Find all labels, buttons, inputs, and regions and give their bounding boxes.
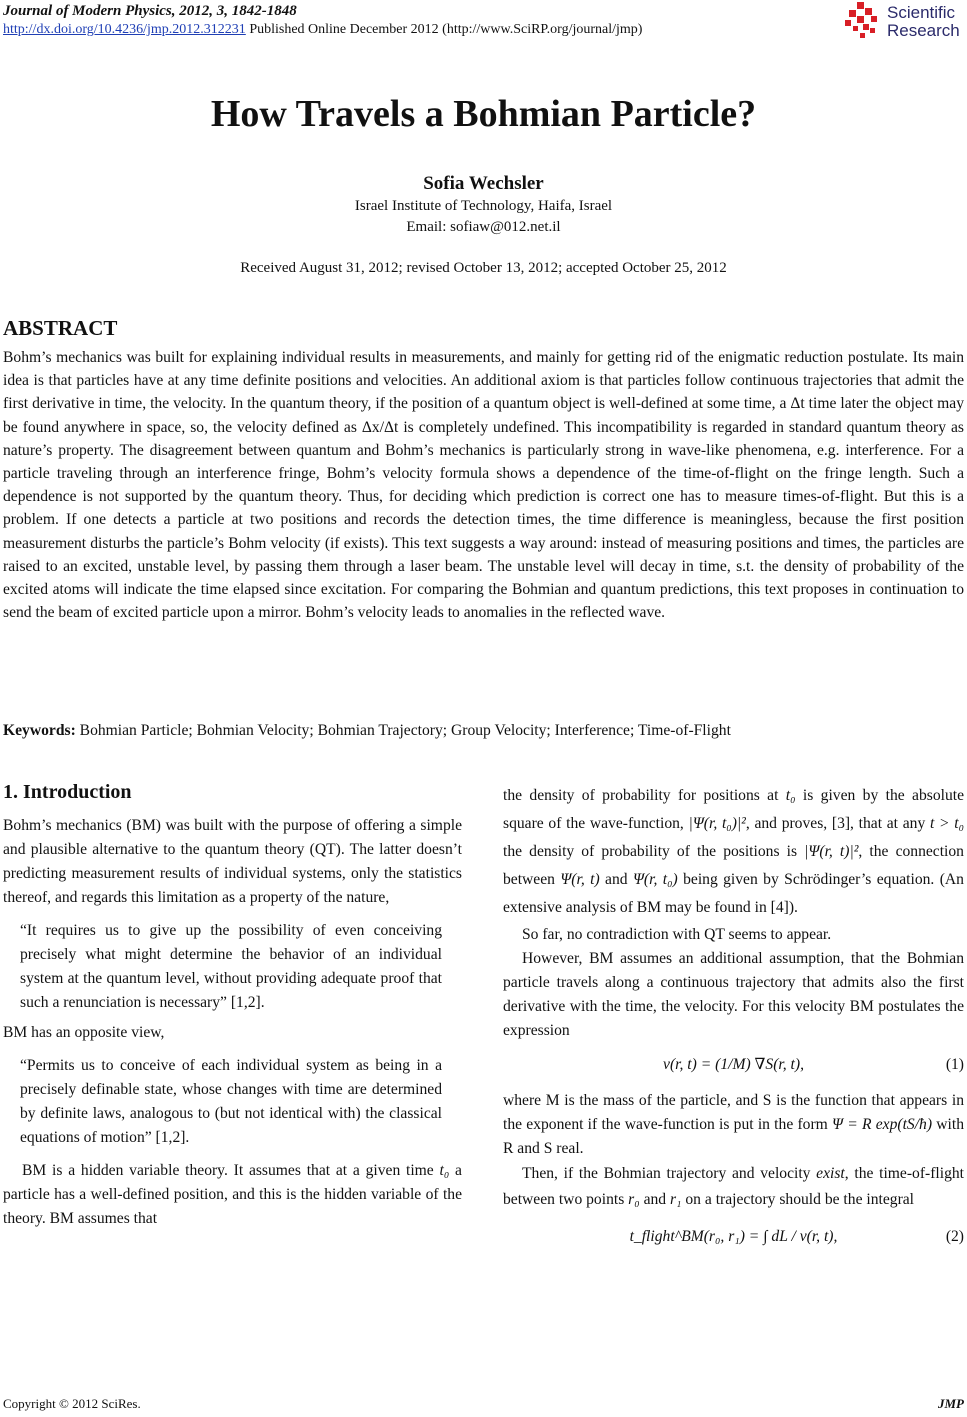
paper-title: How Travels a Bohmian Particle?	[210, 93, 757, 135]
math-psi-r-t: Ψ(r, t)	[560, 871, 600, 888]
math-psi-r-t0: Ψ(r, t₀)	[632, 871, 678, 888]
author-affiliation: Israel Institute of Technology, Haifa, Israel	[354, 198, 613, 214]
math-psi-form: Ψ = R exp(tS/ħ)	[832, 1116, 933, 1133]
equation-2-number: (2)	[945, 1228, 964, 1245]
author-name: Sofia Wechsler	[423, 173, 544, 194]
doi-link[interactable]: http://dx.doi.org/10.4236/jmp.2012.312231	[3, 22, 246, 37]
journal-citation: , 2012, 3, 1842-1848	[171, 3, 297, 19]
footer-copyright: Copyright © 2012 SciRes.	[3, 1396, 141, 1411]
abstract-text: Bohm’s mechanics was built for explaining individual results in measurements, and mainly for getting rid of the enigmatic reduction postulate. Its main idea is that particles have at any time definite positions and velocities. An additional axiom is that particles follow continuous trajectories that admit the first derivative in time, the velocity. In the quantum theory, if the position of a quantum object is well-defined at some time, a Δt time later the object may be found anywhere in space, so, the velocity defined as Δx/Δt is completely undefined. This incompatibility is regarded in standard quantum theory as nature’s property. The disagreement between quantum and Bohm’s mechanics is particularly strong in wave-like phenomena, e.g. interference. For a particle traveling through an interference fringe, Bohm’s velocity formula shows a dependence of the time-of-flight on the fringe length. Such a dependence is not supported by the quantum theory. Thus, for deciding which prediction is correct one has to measure times-of-flight. But this is a problem. If one detects a particle at two positions and records the detection times, the time difference is meaningless, because the first position measurement disturbs the particle’s Bohm velocity (if exists). This text suggests a way around: instead of measuring positions and times, the particles are raised to an excited, unstable level, by passing them through a laser beam. The unstable level will decay in time, s.t. the density of probability of the excited atoms will indicate the time elapsed since excitation. For comparing the Bohmian and quantum predictions, this text proposes in continuation to send the beam of excited particle upon a mirror. Bohm’s velocity leads to anomalies in the reflected wave.	[3, 349, 964, 622]
equation-2	[503, 1225, 964, 1249]
equation-1-number: (1)	[945, 1056, 964, 1073]
section-heading: 1. Introduction	[3, 781, 132, 803]
keywords	[3, 722, 731, 740]
keywords-text: Bohmian Particle; Bohmian Velocity; Bohmian Trajectory; Group Velocity; Interference; Time-of-Flight	[75, 722, 731, 739]
intro-paragraph-2: BM has an opposite view,	[3, 1024, 165, 1041]
right-column	[503, 782, 964, 1249]
abstract-heading: ABSTRACT	[3, 316, 118, 340]
author-email: Email: sofiaw@012.net.il	[406, 219, 561, 235]
math-t0-r: t₀	[785, 787, 796, 804]
math-psi-r-t-squared: |Ψ(r, t)|²	[804, 843, 859, 860]
math-r1: r₁	[669, 1191, 682, 1208]
equation-1	[503, 1053, 964, 1077]
quote-2: “Permits us to conceive of each individual system as being in a precisely definable state, whose changes with time are determined by definite laws, analogous to (but not identical with) the classical equations of motion” [1,2].	[20, 1057, 442, 1146]
footer-journal-abbrev: JMP	[938, 1396, 964, 1411]
publisher-logo	[843, 2, 967, 46]
equation-1-body: v(r, t) = (1/M) ∇S(r, t),	[663, 1056, 804, 1073]
right-paragraph-2: So far, no contradiction with QT seems to appear.	[522, 926, 832, 943]
publisher-logo-text: Scientific Research	[887, 3, 960, 40]
left-column	[3, 780, 462, 1231]
right-paragraph-1: the density of probability for positions at t₀ is given by the absolute square of the wave-function, |Ψ(r, t₀)|², and proves, [3], that at any t > t₀ the density of probability of the positions is |Ψ(r, t)|², the connection between Ψ(r, t) and Ψ(r, t₀) being given by Schrödinger’s equation. (An extensive analysis of BM may be found in [4]).	[503, 787, 964, 916]
right-paragraph-3: However, BM assumes an additional assumption, that the Bohmian particle travels along a continuous trajectory that admits also the first derivative with the time, the velocity. For this velocity BM postulates the expression	[503, 950, 964, 1039]
math-t0: t₀	[439, 1162, 450, 1179]
emphasis-exist: exist	[816, 1165, 845, 1182]
publisher-logo-icon	[843, 2, 883, 42]
doi-line	[3, 22, 642, 38]
equation-2-body: t_flight^BM(r₀, r₁) = ∫ dL / v(r, t),	[629, 1228, 838, 1245]
quote-1: “It requires us to give up the possibility of even conceiving precisely what might determine the behavior of an individual system at the quantum level, without providing adequate proof that such a renunciation is necessary” [1,2].	[20, 922, 442, 1011]
received-dates: Received August 31, 2012; revised October 13, 2012; accepted October 25, 2012	[240, 260, 727, 276]
keywords-label: Keywords:	[3, 722, 76, 739]
published-note: Published Online December 2012 (http://www.SciRP.org/journal/jmp)	[245, 22, 643, 37]
intro-paragraph-1: Bohm’s mechanics (BM) was built with the purpose of offering a simple and plausible alternative to the quantum theory (QT). The latter doesn’t predicting measurement results of individual systems, only the statistics thereof, and regards this limitation as a property of the nature,	[3, 817, 462, 906]
math-r0: r₀	[628, 1191, 640, 1208]
math-t-greater-t0: t > t₀	[929, 815, 964, 832]
intro-paragraph-3: BM is a hidden variable theory. It assumes that at a given time t₀ a particle has a well-defined position, and this is the hidden variable of the theory. BM assumes that	[3, 1162, 462, 1227]
journal-name: Journal of Modern Physics	[3, 3, 172, 19]
math-psi-r-t0-squared: |Ψ(r, t₀)|²	[688, 815, 746, 832]
right-paragraph-4: where M is the mass of the particle, and S is the function that appears in the exponent if the wave-function is put in the form Ψ = R exp(tS/ħ) with R and S real.	[503, 1092, 965, 1157]
right-paragraph-5: Then, if the Bohmian trajectory and velocity exist, the time-of-flight between two points r₀ and r₁ on a trajectory should be the integral	[503, 1165, 964, 1208]
journal-header	[3, 3, 297, 20]
